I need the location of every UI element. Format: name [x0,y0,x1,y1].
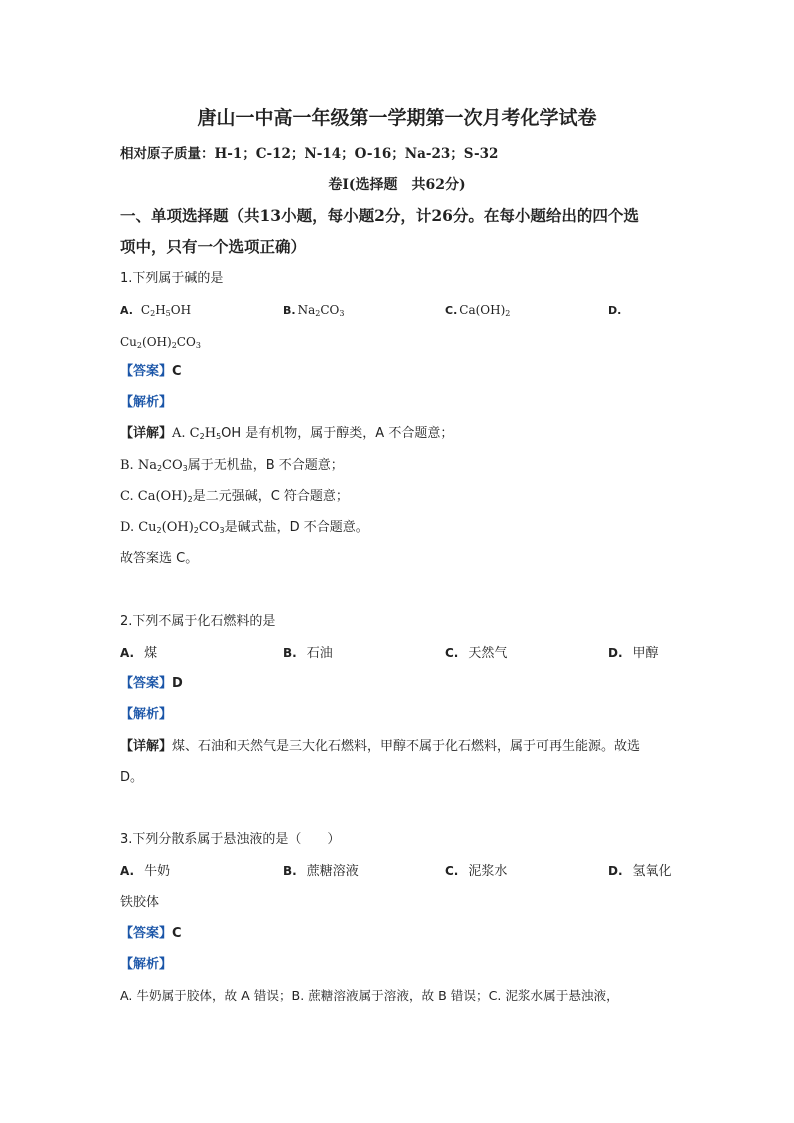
answer-label: 【答案】 [120,926,173,941]
detail-label: 【详解】 [120,426,173,441]
q1-detail-2: B. $Na_2CO_3$属于无机盐，B 不合题意； [120,458,344,473]
q1-answer [120,363,182,381]
q2-option-b: B. 石油 [283,646,333,661]
q1-option-d-formula: $Cu_2(OH)_2CO_3$ [120,335,201,350]
q1-option-b: B. $Na_2CO_3$ [283,303,345,318]
q1-conclusion: 故答案选 C。 [120,551,199,566]
q2-detail-line1: 【详解】煤、石油和天然气是三大化石燃料，甲醇不属于化石燃料，属于可再生能源。故选 [120,739,641,754]
q1-analysis-label: 【解析】 [120,395,173,410]
q3-analysis-label: 【解析】 [120,957,173,972]
answer-value: C [172,364,182,379]
q2-detail-line2: D。 [120,770,144,785]
q3-answer [120,925,182,943]
part-heading-line1: 一、单项选择题（共13小题，每小题2分，计26分。在每小题给出的四个选 [120,206,639,225]
section-heading: 卷Ⅰ(选择题 共62分) [328,177,466,193]
page-title: 唐山一中高一年级第一学期第一次月考化学试卷 [197,107,597,129]
q1-detail-4: D. $Cu_2(OH)_2CO_3$是碱式盐，D 不合题意。 [120,520,369,535]
q3-detail-line1: A. 牛奶属于胶体，故 A 错误；B. 蔗糖溶液属于溶液，故 B 错误；C. 泥浆水属于悬浊液， [120,988,619,1003]
option-label: D. [608,304,622,317]
option-label: C. [445,304,458,317]
q2-stem: 2.下列不属于化石燃料的是 [120,614,276,629]
atomic-mass-line: 相对原子质量：H-1；C-12；N-14；O-16；Na-23；S-32 [120,146,499,162]
option-label: A. [120,304,133,317]
answer-label: 【答案】 [120,364,173,379]
q1-option-c: C. $Ca(OH)_2$ [445,303,511,318]
q3-option-a: A. 牛奶 [120,864,171,879]
q3-option-d-continued: 铁胶体 [120,895,160,910]
q2-answer [120,675,183,693]
q3-option-c: C. 泥浆水 [445,864,508,879]
q2-option-d: D. 甲醇 [608,646,659,661]
q2-option-c: C. 天然气 [445,646,508,661]
q1-option-a: A. $C_2H_5OH$ [120,303,192,318]
answer-label: 【答案】 [120,676,173,691]
q3-option-d: D. 氢氧化 [608,864,672,879]
part-heading-line2: 项中，只有一个选项正确） [120,237,307,256]
q3-stem: 3.下列分散系属于悬浊液的是（ ） [120,832,341,847]
q1-option-d [608,301,629,320]
q1-stem: 1.下列属于碱的是 [120,271,224,286]
answer-value: C [172,926,182,941]
q2-option-a: A. 煤 [120,646,158,661]
option-label: B. [283,304,296,317]
q3-option-b: B. 蔗糖溶液 [283,864,359,879]
answer-value: D [172,676,183,691]
detail-label: 【详解】 [120,739,173,754]
q2-analysis-label: 【解析】 [120,707,173,722]
q1-detail-3: C. $Ca(OH)_2$是二元强碱，C 符合题意； [120,489,349,504]
q1-detail-1: 【详解】A. $C_2H_5OH$ 是有机物，属于醇类，A 不合题意； [120,426,454,441]
